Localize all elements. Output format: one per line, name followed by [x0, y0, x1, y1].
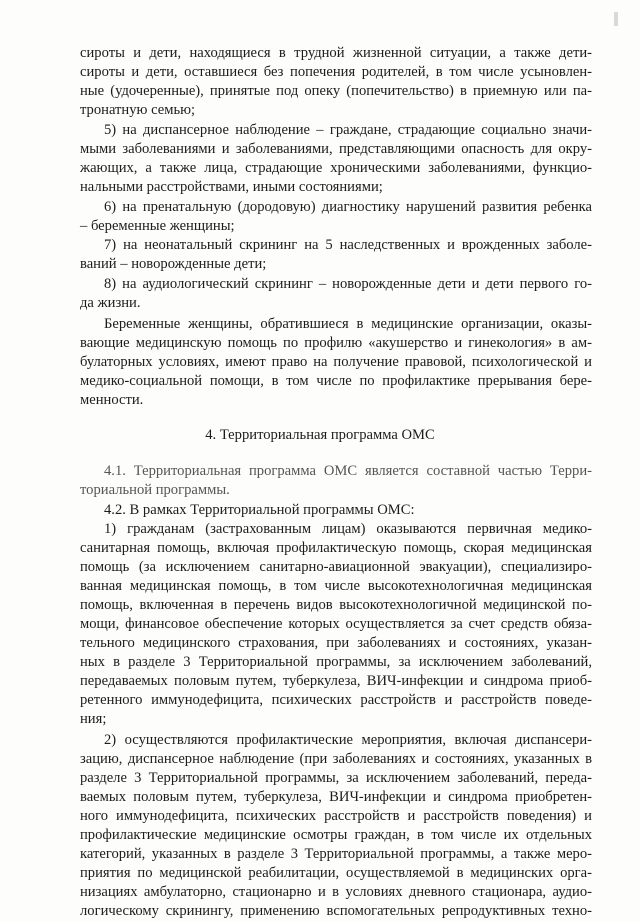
scan-edge-mark	[614, 12, 618, 26]
clause-4-2: 4.2. В рамках Территориальной программы ОМС:	[104, 502, 415, 518]
text-line: приятия по медицинской реабилитации, осуществляемой в медицинских орга-	[80, 865, 592, 881]
text-line: жающих, а также лица, страдающие хроническими заболеваниями, функцио-	[80, 160, 592, 176]
text-line: тронатную семью;	[80, 102, 196, 118]
paragraph-start: Беременные женщины, обратившиеся в медицинские организации, оказы-	[104, 316, 592, 332]
text-line: булаторных условиях, имеют право на получение правовой, психологической и	[80, 354, 592, 370]
text-line: – беременные женщины;	[80, 218, 235, 234]
text-line: ваемых половым путем, туберкулеза, ВИЧ-инфекции и синдрома приобретен-	[80, 789, 592, 805]
text-line: ванная медицинская помощь, в том числе высокотехнологичная медицинская	[80, 578, 592, 594]
list-item-8: 8) на аудиологический скрининг – новорожденные дети и дети первого го-	[104, 276, 592, 292]
text-line: сироты и дети, оставшиеся без попечения родителей, в том числе усыновлен-	[80, 64, 592, 80]
text-line: ного иммунодефицита, психических расстройств и расстройств поведения) и	[80, 808, 592, 824]
text-line: ретенного иммунодефицита, психических расстройств и расстройств поведе-	[80, 692, 592, 708]
text-line: ваний – новорожденные дети;	[80, 256, 267, 272]
text-line: передаваемых половым путем, туберкулеза, ВИЧ-инфекции и синдрома приоб-	[80, 673, 592, 689]
text-line: помощь (за исключением санитарно-авиационной эвакуации), специализиро-	[80, 559, 592, 575]
text-line: нальными расстройствами, иными состояниями;	[80, 179, 383, 195]
text-line: помощь, включенная в перечень видов высокотехнологичной медицинской по-	[80, 597, 592, 613]
text-line: вающие медицинскую помощь по профилю «акушерство и гинекология» в ам-	[80, 335, 592, 351]
text-line: мыми заболеваниями и заболеваниями, представляющими опасность для окру-	[80, 141, 592, 157]
text-line: категорий, указанных в разделе 3 Территориальной программы, а также меро-	[80, 846, 592, 862]
text-line: логическому скринингу, применению вспомогательных репродуктивных техно-	[80, 903, 592, 919]
clause-4-1: 4.1. Территориальная программа ОМС является составной частью Терри-	[104, 463, 592, 479]
text-line: низациях амбулаторно, стационарно и в условиях дневного стационара, аудио-	[80, 884, 592, 900]
text-line: санитарная помощь, включая профилактическую помощь, скорая медицинская	[80, 540, 592, 556]
list-item-5: 5) на диспансерное наблюдение – граждане, страдающие социально значи-	[104, 122, 592, 138]
section-heading: 4. Территориальная программа ОМС	[205, 427, 435, 443]
text-line: ных в разделе 3 Территориальной программы, за исключением заболеваний,	[80, 654, 592, 670]
text-line: ные (удочеренные), принятые под опеку (попечительство) в приемную или па-	[80, 83, 592, 99]
list-item-2: 2) осуществляются профилактические мероприятия, включая диспансери-	[104, 732, 592, 748]
text-line: мощи, финансовое обеспечение которых осуществляется за счет средств обяза-	[80, 616, 592, 632]
text-line: тельного медицинского страхования, при заболеваниях и состояниях, указан-	[80, 635, 592, 651]
text-line: медико-социальной помощи, в том числе по профилактике прерывания бере-	[80, 373, 592, 389]
text-line: ториальной программы.	[80, 482, 230, 498]
text-line: ния;	[80, 711, 107, 727]
text-line: разделе 3 Территориальной программы, за исключением заболеваний, переда-	[80, 770, 592, 786]
text-line: менности.	[80, 392, 144, 408]
list-item-7: 7) на неонатальный скрининг на 5 наследственных и врожденных заболе-	[104, 237, 592, 253]
list-item-1: 1) гражданам (застрахованным лицам) оказываются первичная медико-	[104, 521, 592, 537]
text-line: сироты и дети, находящиеся в трудной жизненной ситуации, а также дети-	[80, 45, 592, 61]
text-line: зацию, диспансерное наблюдение (при заболеваниях и состояниях, указанных в	[80, 751, 592, 767]
text-line: да жизни.	[80, 295, 141, 311]
list-item-6: 6) на пренатальную (дородовую) диагностику нарушений развития ребенка	[104, 199, 592, 215]
text-line: профилактические медицинские осмотры граждан, в том числе их отдельных	[80, 827, 592, 843]
